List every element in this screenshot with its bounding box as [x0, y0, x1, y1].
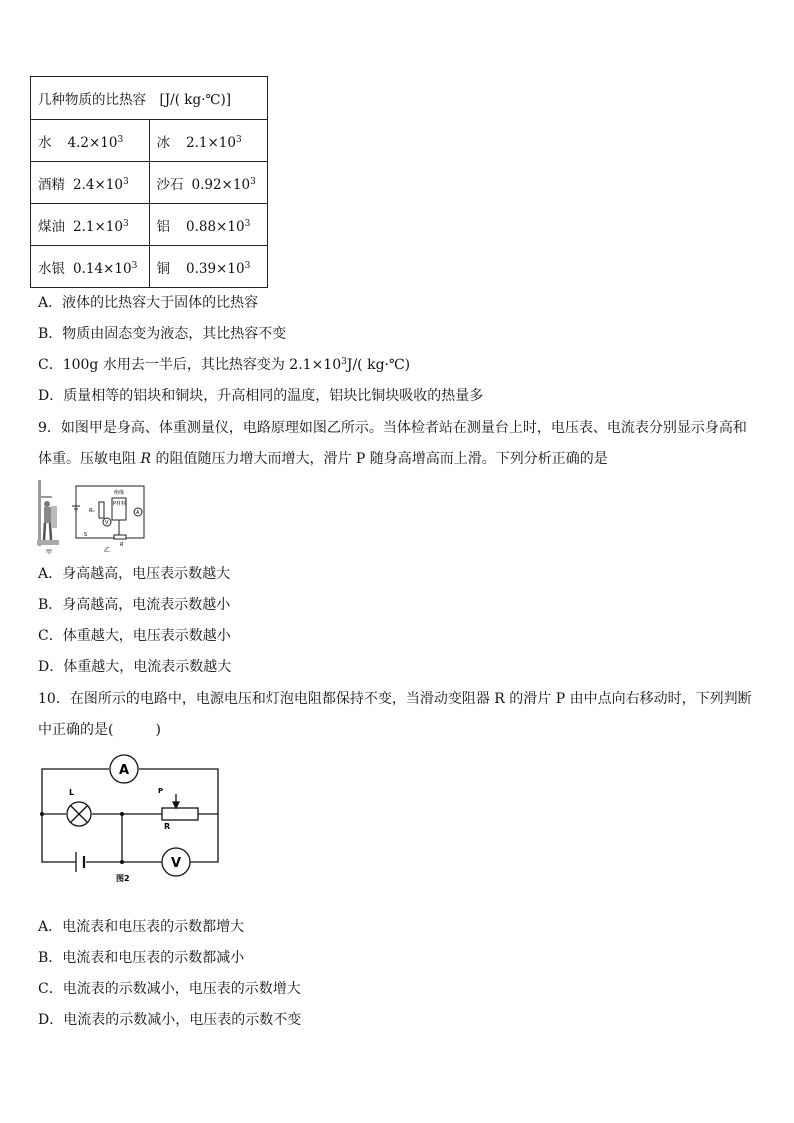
svg-text:R: R	[120, 542, 124, 548]
table-row	[31, 120, 268, 162]
q9-option-d: D．体重越大，电流表示数越大	[38, 659, 232, 675]
svg-text:A: A	[136, 510, 140, 516]
table-cell: 冰 $2.1\times 10^3$	[149, 120, 268, 162]
table-cell: 沙石 $0.92\times 10^3$	[149, 162, 268, 204]
table-cell: 酒精 $2.4\times 10^3$	[31, 162, 150, 204]
table-cell: 铜 $0.39\times 10^3$	[149, 246, 268, 288]
q8-option-b: B．物质由固态变为液态，其比热容不变	[38, 326, 287, 342]
svg-text:绝缘: 绝缘	[114, 490, 125, 496]
q8-option-d: D．质量相等的铝块和铜块，升高相同的温度，铝块比铜块吸收的热量多	[38, 388, 484, 404]
lamp-rheostat-circuit-figure	[36, 752, 226, 887]
q10-option-c: C．电流表的示数减小，电压表的示数增大	[38, 981, 301, 997]
q10-stem: 10．在图所示的电路中，电源电压和灯泡电阻都保持不变，当滑动变阻器 R 的滑片 P 由中点向右移动时，下列判断中正确的是( )	[38, 691, 752, 738]
q10-option-d: D．电流表的示数减小，电压表的示数不变	[38, 1012, 302, 1028]
q9-option-a: A．身高越高，电压表示数越大	[38, 566, 231, 582]
table-header: 几种物质的比热容 [J/( kg·℃)]	[31, 77, 268, 120]
table-cell: 铝 $0.88\times 10^3$	[149, 204, 268, 246]
table-row	[31, 246, 268, 288]
svg-text:R: R	[164, 822, 171, 831]
figure-label-jia: 甲	[46, 549, 53, 556]
q8-option-a: A．液体的比热容大于固体的比热容	[38, 295, 259, 311]
q10-option-a: A．电流表和电压表的示数都增大	[38, 919, 245, 935]
svg-text:A: A	[119, 763, 130, 778]
table-cell: 水 $4.2\times 10^3$	[31, 120, 150, 162]
table-cell: 水银 $0.14\times 10^3$	[31, 246, 150, 288]
q8-option-c: C．100g 水用去一半后，其比热容变为 $2.1\times 10^3J/$( kg·℃)	[38, 357, 411, 373]
figure-label-yi: 乙	[104, 547, 111, 554]
q10-option-b: B．电流表和电压表的示数都减小	[38, 950, 245, 966]
svg-text:R₀: R₀	[89, 508, 95, 514]
svg-text:P: P	[158, 787, 164, 795]
svg-text:V: V	[105, 520, 109, 526]
svg-text:P材料: P材料	[113, 501, 127, 507]
table-row	[31, 204, 268, 246]
svg-text:图2: 图2	[116, 874, 130, 883]
svg-text:S: S	[84, 532, 88, 538]
height-weight-circuit-figure	[34, 478, 154, 556]
specific-heat-table	[30, 76, 268, 288]
q9-option-c: C．体重越大，电压表示数越小	[38, 628, 231, 644]
table-row	[31, 162, 268, 204]
q9-option-b: B．身高越高，电流表示数越小	[38, 597, 231, 613]
q9-stem: 9．如图甲是身高、体重测量仪，电路原理如图乙所示。当体检者站在测量台上时，电压表、电流表分别显示身高和体重。压敏电阻 R 的阻值随压力增大而增大，滑片 P 随身高增高而上滑。下列分析正确的是	[38, 420, 747, 467]
svg-text:L: L	[69, 788, 75, 797]
svg-text:V: V	[171, 856, 182, 871]
table-cell: 煤油 $2.1\times 10^3$	[31, 204, 150, 246]
